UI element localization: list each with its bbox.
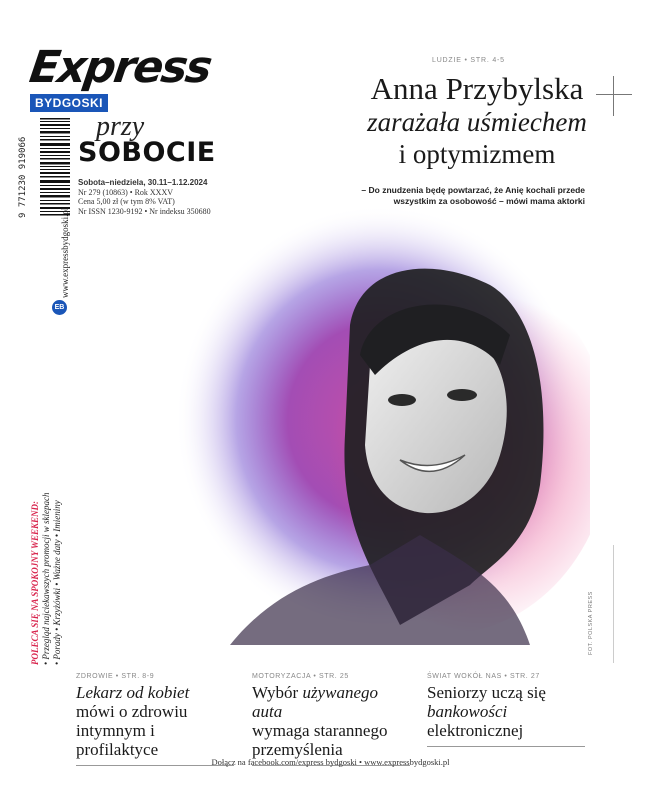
poleca-line-2: • Porady • Krzyżówki • Ważne daty • Imieniny: [52, 500, 62, 665]
issue-issn: Nr ISSN 1230-9192 • Nr indeksu 350680: [78, 206, 211, 216]
issue-price: Cena 5,00 zł (w tym 8% VAT): [78, 197, 175, 206]
barcode-number: 9 771230 919066: [18, 136, 28, 218]
poleca-heading: POLECA SIĘ NA SPOKOJNY WEEKEND:: [30, 500, 40, 665]
teaser-section: MOTORYZACJA • STR. 25: [252, 673, 349, 680]
teaser-title: [427, 683, 587, 740]
teaser-rest-2: elektronicznej: [427, 721, 524, 740]
eb-badge: EB: [52, 300, 67, 315]
cover-lead: – Do znudzenia będę powtarzać, że Anię kochali przede wszystkim za osobowość – mówi mama aktorki: [361, 185, 585, 206]
headline-line-1: Anna Przybylska: [370, 71, 584, 106]
logo-city: BYDGOSKI: [30, 94, 108, 112]
issue-date: Sobota–niedziela, 30.11–1.12.2024: [78, 178, 208, 187]
supplement-title-bottom: SOBOCIE: [78, 137, 216, 168]
teaser-section: ŚWIAT WOKÓŁ NAS • STR. 27: [427, 673, 540, 680]
weekend-recommendations: [30, 492, 63, 665]
issue-number: Nr 279 (10863) • Rok XXXV: [78, 187, 174, 197]
teaser-pre: Wybór: [252, 683, 303, 702]
teaser-pre: Seniorzy uczą się: [427, 683, 546, 702]
cover-story-section: LUDZIE • STR. 4-5: [432, 57, 505, 64]
cover-photo: [170, 205, 590, 645]
supplement-title-top: przy: [96, 111, 145, 142]
side-website[interactable]: www.expressbydgoski.pl: [60, 207, 70, 298]
teaser-title: [252, 683, 412, 759]
teaser-section: ZDROWIE • STR. 8-9: [76, 673, 155, 680]
teaser-italic: Lekarz od kobiet: [76, 683, 190, 702]
teaser-rest-2: przemyślenia: [252, 740, 343, 759]
teaser-health[interactable]: [76, 673, 236, 766]
teaser-rest-2: intymnym i profilaktyce: [76, 721, 159, 759]
vertical-rule: [613, 545, 614, 663]
footer-links[interactable]: Dołącz na facebook.com/express bydgoski • www.expressbydgoski.pl: [211, 757, 450, 767]
headline-line-3: i optymizmem: [398, 139, 556, 169]
logo-wordmark: Express: [26, 42, 214, 93]
teaser-rest-1: wymaga starannego: [252, 721, 388, 740]
teaser-motoring[interactable]: [252, 673, 412, 766]
poleca-line-1: • Przegląd najciekawszych promocji w sklepach: [41, 492, 51, 665]
teaser-title: [76, 683, 236, 759]
headline-line-2: zarażała uśmiechem: [367, 107, 587, 137]
barcode: [34, 118, 72, 218]
teaser-divider: [427, 746, 585, 747]
teaser-world[interactable]: [427, 673, 587, 747]
teaser-italic: bankowości: [427, 702, 508, 721]
cover-headline[interactable]: [330, 72, 624, 170]
photo-credit: FOT. POLSKA PRESS: [588, 591, 594, 655]
masthead-logo[interactable]: [26, 42, 214, 114]
teaser-rest-1: mówi o zdrowiu: [76, 702, 188, 721]
teaser-italic: używanego auta: [252, 683, 378, 721]
